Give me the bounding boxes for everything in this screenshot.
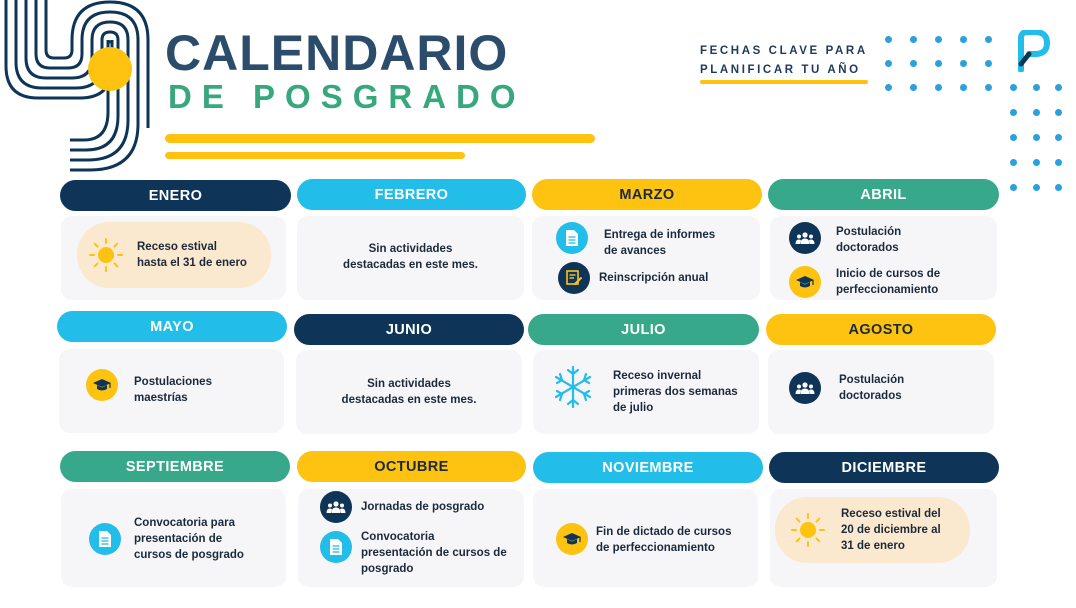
sun-icon (791, 513, 825, 547)
document-icon (320, 531, 352, 563)
abril-item-1-text: Postulación doctorados (836, 226, 902, 254)
month-card-agosto (768, 350, 994, 434)
enero-text: Receso estival hasta el 31 de enero (137, 241, 247, 269)
agosto-text: Postulación doctorados (839, 374, 905, 402)
group-icon (789, 372, 821, 404)
month-header-diciembre: DICIEMBRE (769, 452, 999, 483)
graduation-cap-icon (556, 523, 588, 555)
junio-text: Sin actividades destacadas en este mes. (341, 378, 477, 406)
month-card-septiembre (61, 489, 286, 587)
month-header-mayo: MAYO (57, 311, 287, 342)
month-card-julio (533, 350, 759, 434)
edit-form-icon (558, 262, 590, 294)
month-header-febrero: FEBRERO (297, 179, 526, 210)
mayo-text: Postulaciones maestrías (134, 376, 212, 404)
marzo-item-1-text: Entrega de informes de avances (604, 229, 716, 257)
page-title: CALENDARIO (165, 25, 509, 81)
month-card-enero (61, 216, 286, 300)
julio-text: Receso invernal primeras dos semanas de julio (613, 370, 738, 414)
month-header-septiembre: SEPTIEMBRE (60, 451, 290, 482)
decorative-dot-grid (0, 0, 1076, 200)
tagline-line-1: FECHAS CLAVE PARA (700, 45, 868, 57)
month-header-julio: JULIO (528, 314, 759, 345)
tagline-line-2: PLANIFICAR TU AÑO (700, 64, 861, 76)
abril-item-2-text: Inicio de cursos de perfeccionamiento (836, 268, 941, 296)
month-header-abril: ABRIL (768, 179, 999, 210)
snowflake-icon (553, 365, 593, 409)
group-icon (789, 222, 821, 254)
month-header-enero: ENERO (60, 180, 291, 211)
month-card-noviembre (533, 489, 758, 587)
group-icon (320, 491, 352, 523)
month-header-agosto: AGOSTO (766, 314, 996, 345)
septiembre-text: Convocatoria para presentación de cursos de posgrado (134, 517, 244, 561)
document-icon (89, 523, 121, 555)
page-subtitle: DE POSGRADO (168, 78, 526, 115)
month-header-noviembre: NOVIEMBRE (533, 452, 763, 483)
month-header-junio: JUNIO (294, 314, 524, 345)
month-header-marzo: MARZO (532, 179, 762, 210)
month-card-abril (770, 216, 997, 300)
month-card-marzo (532, 216, 760, 300)
month-card-febrero (297, 216, 524, 300)
month-card-octubre (298, 489, 524, 587)
diciembre-highlight (775, 497, 970, 563)
month-card-junio (296, 350, 522, 434)
febrero-text: Sin actividades destacadas en este mes. (343, 243, 478, 271)
diciembre-text: Receso estival del 20 de diciembre al 31 de enero (841, 508, 941, 552)
month-card-mayo (59, 349, 284, 433)
month-header-octubre: OCTUBRE (297, 451, 526, 482)
graduation-cap-icon (789, 266, 821, 298)
enero-highlight (77, 222, 271, 288)
noviembre-text: Fin de dictado de cursos de perfeccionamiento (596, 526, 732, 554)
marzo-item-2-text: Reinscripción anual (599, 272, 709, 284)
graduation-cap-icon (86, 369, 118, 401)
month-card-diciembre (770, 489, 997, 587)
document-icon (556, 222, 588, 254)
sun-icon (89, 238, 123, 272)
octubre-item-1-text: Jornadas de posgrado (361, 501, 485, 513)
octubre-item-2-text: Convocatoria presentación de cursos de posgrado (361, 531, 507, 575)
brand-logo-icon (1016, 30, 1050, 72)
